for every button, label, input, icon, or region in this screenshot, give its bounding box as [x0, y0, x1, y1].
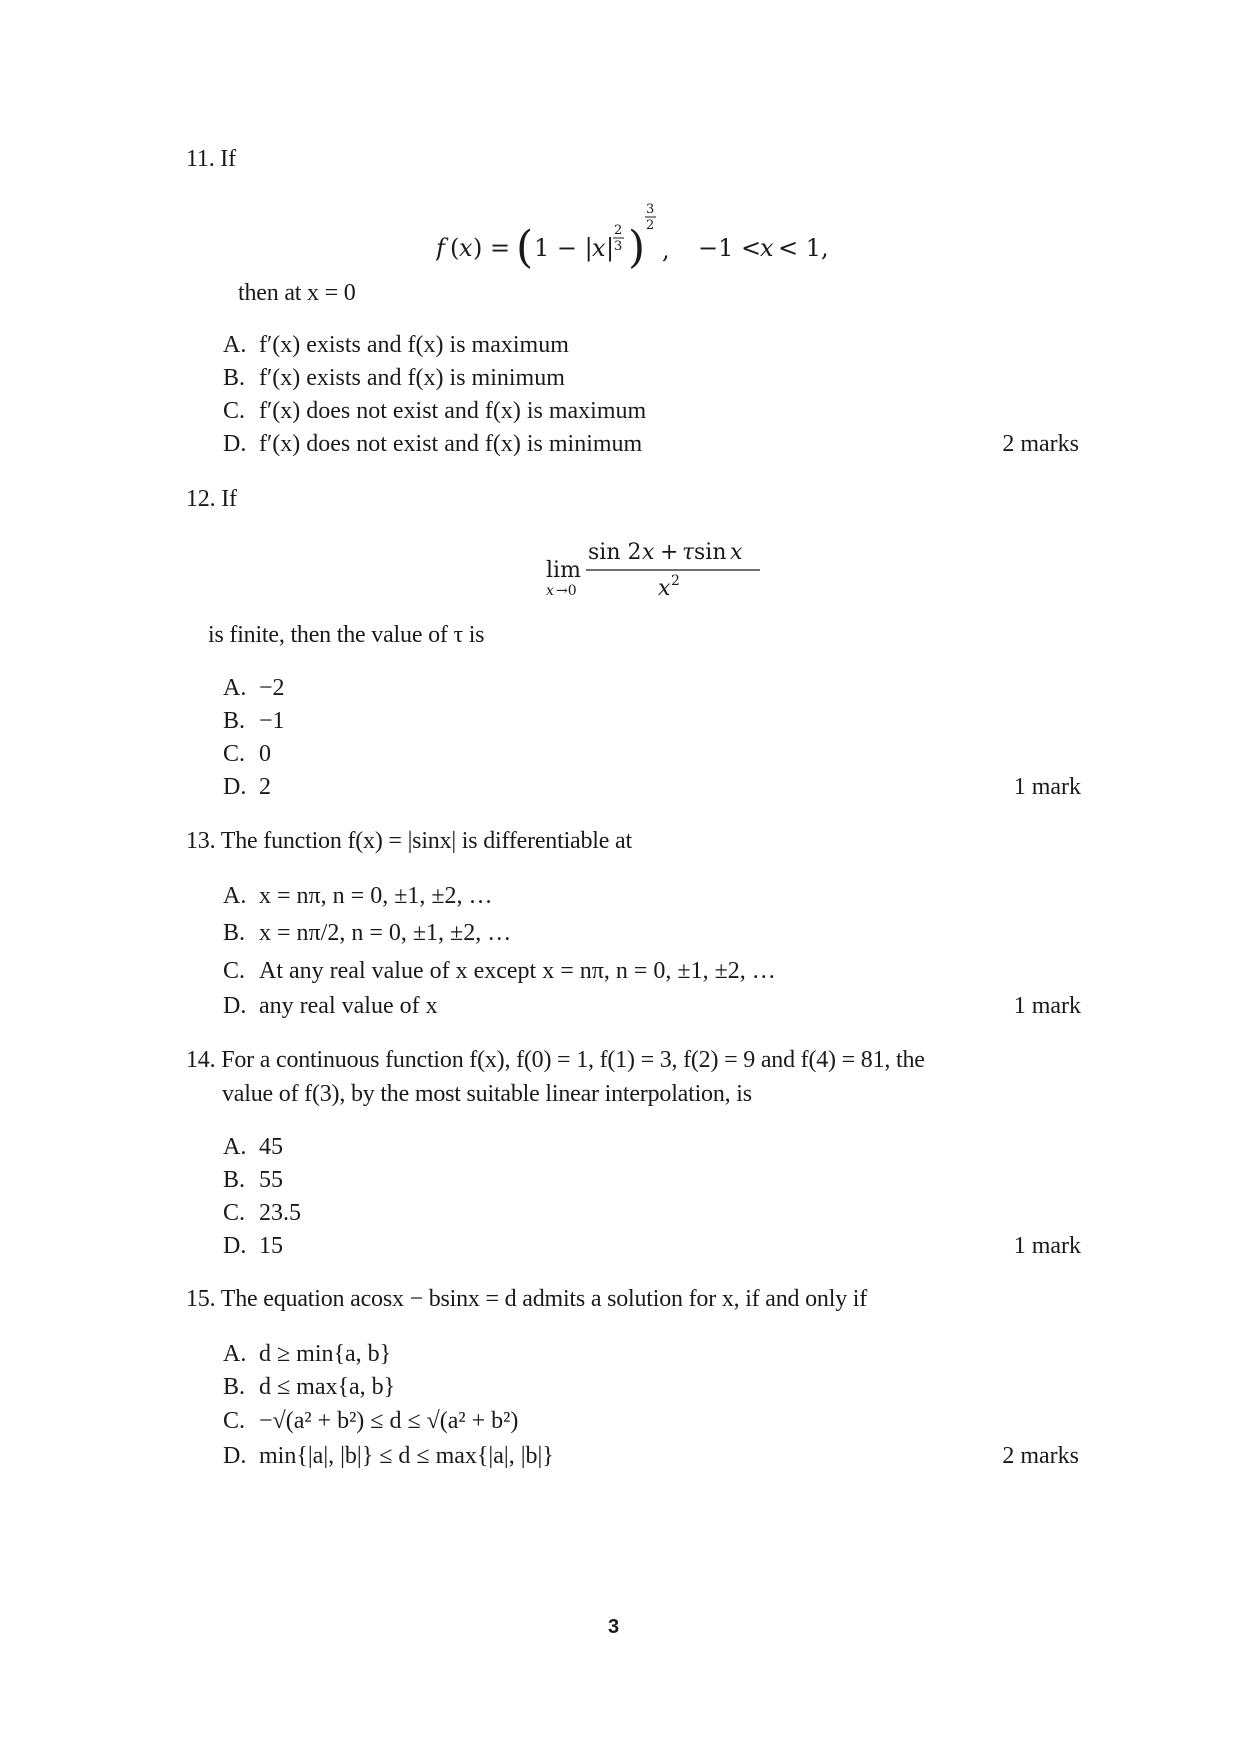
question-13-option-a — [223, 883, 493, 910]
svg-text:→0: →0 — [556, 583, 577, 599]
option-label: C. — [223, 1408, 246, 1434]
option-label: D. — [223, 1233, 247, 1259]
option-text: f′(x) does not exist and f(x) is maximum — [259, 398, 647, 424]
question-14-stem-continuation: value of f(3), by the most suitable linear interpolation, is — [222, 1081, 752, 1107]
question-12-stem — [186, 486, 237, 513]
question-15-option-b — [223, 1374, 395, 1401]
question-15-option-d — [223, 1443, 554, 1470]
svg-text:,: , — [662, 236, 670, 264]
option-text: f′(x) exists and f(x) is maximum — [259, 332, 569, 358]
option-label: A. — [223, 332, 247, 358]
question-14-option-a — [223, 1134, 283, 1161]
option-label: D. — [223, 774, 247, 800]
question-14-stem: 14. For a continuous function f(x), f(0) = 1, f(1) = 3, f(2) = 9 and f(4) = 81, the — [186, 1047, 925, 1073]
question-13-option-b — [223, 920, 511, 947]
option-text: d ≥ min{a, b} — [259, 1341, 392, 1367]
question-11-option-b — [223, 365, 565, 392]
svg-text:2: 2 — [614, 223, 623, 238]
option-label: A. — [223, 675, 247, 701]
question-12-marks: 1 mark — [1013, 774, 1081, 800]
question-11-option-c — [223, 398, 646, 425]
question-13-option-c — [223, 958, 776, 985]
option-label: B. — [223, 920, 246, 946]
option-text: any real value of x — [259, 993, 438, 1019]
svg-text:sin 2: sin 2 — [588, 540, 642, 565]
question-14-option-b — [223, 1167, 283, 1194]
option-text: −√(a² + b²) ≤ d ≤ √(a² + b²) — [259, 1408, 519, 1434]
svg-text:x: x — [730, 540, 743, 565]
option-label: D. — [223, 1443, 247, 1469]
question-11-number: 11. If — [186, 146, 236, 172]
svg-text:x: x — [546, 583, 554, 599]
option-text: 2 — [259, 774, 271, 800]
question-11-option-d — [223, 431, 642, 458]
option-text: 23.5 — [259, 1200, 301, 1226]
option-label: B. — [223, 365, 246, 391]
question-11-formula-graphic — [436, 200, 856, 280]
question-12-lead: is finite, then the value of τ is — [208, 622, 485, 648]
question-11-formula-text — [0, 0, 1, 1]
svg-text:1 − |: 1 − | — [534, 234, 593, 262]
svg-text:x: x — [760, 234, 774, 262]
question-12-formula — [546, 535, 766, 610]
question-15-marks: 2 marks — [1002, 1443, 1079, 1469]
question-11-stem — [186, 146, 236, 173]
svg-text:< 1,: < 1, — [778, 234, 829, 262]
question-12-option-d — [223, 774, 271, 801]
question-12-option-b — [223, 708, 285, 735]
question-13-stem: 13. The function f(x) = |sinx| is differentiable at — [186, 828, 632, 854]
option-text: −1 — [259, 708, 285, 734]
svg-text:lim: lim — [546, 558, 581, 583]
svg-text:2: 2 — [646, 218, 655, 233]
svg-text:2: 2 — [671, 573, 680, 589]
svg-text:3: 3 — [646, 202, 655, 217]
question-15-option-a — [223, 1341, 391, 1368]
svg-text:x: x — [459, 234, 473, 262]
option-label: D. — [223, 431, 247, 457]
question-11-marks: 2 marks — [1002, 431, 1079, 457]
option-text: x = nπ/2, n = 0, ±1, ±2, … — [259, 920, 512, 946]
option-label: D. — [223, 993, 247, 1019]
option-text: f′(x) does not exist and f(x) is minimum — [259, 431, 643, 457]
question-12-option-a — [223, 675, 285, 702]
question-15-option-c — [223, 1408, 518, 1435]
option-text: At any real value of x except x = nπ, n = 0, ±1, ±2, … — [259, 958, 776, 984]
option-label: C. — [223, 958, 246, 984]
question-12-formula-text — [0, 0, 1, 1]
option-text: d ≤ max{a, b} — [259, 1374, 396, 1400]
question-11-lead: then at x = 0 — [238, 280, 356, 306]
question-14-marks: 1 mark — [1013, 1233, 1081, 1259]
question-12-number: 12. If — [186, 486, 237, 512]
option-label: A. — [223, 883, 247, 909]
svg-text:−1 <: −1 < — [698, 234, 762, 262]
question-11-option-a — [223, 332, 569, 359]
svg-text:|: | — [606, 234, 615, 262]
option-label: A. — [223, 1341, 247, 1367]
svg-text:x: x — [592, 234, 606, 262]
option-label: B. — [223, 1374, 246, 1400]
question-13-marks: 1 mark — [1013, 993, 1081, 1019]
option-text: 55 — [259, 1167, 283, 1193]
question-11-formula — [436, 200, 856, 287]
page-number: 3 — [608, 1616, 620, 1638]
option-text: 0 — [259, 741, 271, 767]
option-text: 45 — [259, 1134, 283, 1160]
option-text: 15 — [259, 1233, 283, 1259]
svg-text:): ) — [628, 222, 646, 273]
svg-text:sin: sin — [694, 540, 727, 565]
question-14-option-c — [223, 1200, 301, 1227]
svg-text:) =: ) = — [473, 234, 511, 262]
question-13-option-d — [223, 993, 438, 1020]
svg-text:x: x — [658, 576, 671, 601]
option-text: f′(x) exists and f(x) is minimum — [259, 365, 565, 391]
option-label: B. — [223, 708, 246, 734]
option-label: C. — [223, 398, 246, 424]
option-text: −2 — [259, 675, 285, 701]
question-12-formula-graphic — [546, 535, 766, 605]
svg-text:(: ( — [450, 234, 460, 262]
option-label: C. — [223, 741, 246, 767]
option-text: min{|a|, |b|} ≤ d ≤ max{|a|, |b|} — [259, 1443, 554, 1469]
svg-text:τ: τ — [682, 540, 695, 565]
svg-text:(: ( — [516, 222, 534, 273]
svg-text:+: + — [660, 540, 679, 565]
option-label: C. — [223, 1200, 246, 1226]
svg-text:f: f — [436, 234, 445, 262]
svg-text:3: 3 — [614, 239, 623, 254]
option-label: B. — [223, 1167, 246, 1193]
question-14-option-d — [223, 1233, 283, 1260]
svg-text:x: x — [642, 540, 655, 565]
question-12-option-c — [223, 741, 271, 768]
option-text: x = nπ, n = 0, ±1, ±2, … — [259, 883, 493, 909]
option-label: A. — [223, 1134, 247, 1160]
question-15-stem: 15. The equation acosx − bsinx = d admits a solution for x, if and only if — [186, 1286, 868, 1312]
